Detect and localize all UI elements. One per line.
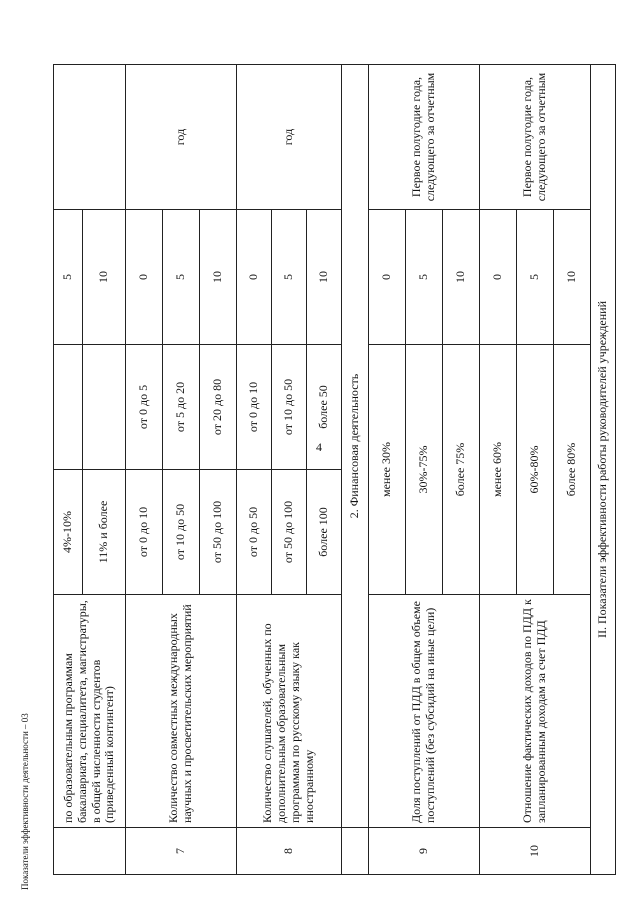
- period-cell: год: [237, 65, 342, 210]
- criterion-cell: от 0 до 50: [237, 470, 272, 595]
- criterion-cell: менее 60%: [480, 345, 517, 595]
- criterion-cell: от 0 до 10: [126, 470, 163, 595]
- criterion-cell: от 5 до 20: [163, 345, 200, 470]
- points-cell: 5: [272, 210, 307, 345]
- points-cell: 0: [237, 210, 272, 345]
- points-cell: 10: [200, 210, 237, 345]
- criterion-cell: более 50: [307, 345, 342, 470]
- criterion-cell: более 100: [307, 470, 342, 595]
- period-cell: [54, 65, 126, 210]
- section-heading: 2. Финансовая деятельность: [342, 65, 369, 828]
- table-row: [54, 65, 83, 875]
- period-cell: Первое полугодие года, следующего за отчетным: [369, 65, 480, 210]
- footer-note: Показатели эффективности деятельности – 03: [20, 713, 30, 890]
- table-row: [591, 65, 616, 875]
- row-number: 9: [369, 828, 480, 875]
- points-cell: 5: [517, 210, 554, 345]
- points-cell: 5: [163, 210, 200, 345]
- table-row: [342, 65, 369, 875]
- criterion-cell: 60%-80%: [517, 345, 554, 595]
- row-number-cell: [342, 828, 369, 875]
- rotated-table-container: [53, 65, 610, 875]
- points-cell: 10: [443, 210, 480, 345]
- table-row: [369, 65, 406, 875]
- criterion-cell: более 80%: [554, 345, 591, 595]
- indicator-text: Отношение фактических доходов по ПДД к запланированным доходам за счет ПДД: [480, 595, 591, 828]
- points-cell: 10: [307, 210, 342, 345]
- row-number: 10: [480, 828, 591, 875]
- criterion-cell: 11% и более: [83, 470, 126, 595]
- points-cell: 10: [554, 210, 591, 345]
- criterion-cell: от 50 до 100: [200, 470, 237, 595]
- criterion-cell: [54, 345, 83, 470]
- table-row: [480, 65, 517, 875]
- criterion-cell: от 0 до 10: [237, 345, 272, 470]
- row-number: 7: [126, 828, 237, 875]
- points-cell: 5: [54, 210, 83, 345]
- criterion-cell: от 50 до 100: [272, 470, 307, 595]
- criterion-cell: от 20 до 80: [200, 345, 237, 470]
- points-cell: 5: [406, 210, 443, 345]
- indicator-text: Количество слушателей, обученных по дополнительным образовательным программам по русскому языку как иностранному: [237, 595, 342, 828]
- indicator-text: Количество совместных международных научных и просветительских мероприятий: [126, 595, 237, 828]
- row-number: 8: [237, 828, 342, 875]
- indicators-table: [53, 64, 616, 875]
- indicator-text: по образовательным программам бакалавриата, специалитета, магистратуры, в общей численности студентов (приведенный контингент): [54, 595, 126, 828]
- criterion-cell: от 10 до 50: [272, 345, 307, 470]
- section-heading: II. Показатели эффективности работы руководителей учреждений: [591, 65, 616, 875]
- row-number-cell: [54, 828, 126, 875]
- period-cell: Первое полугодие года, следующего за отчетным: [480, 65, 591, 210]
- criterion-cell: 4%-10%: [54, 470, 83, 595]
- table-row: [126, 65, 163, 875]
- criterion-cell: [83, 345, 126, 470]
- page-number: 4: [316, 440, 322, 454]
- points-cell: 0: [480, 210, 517, 345]
- indicator-text: Доля поступлений от ПДД в общем объеме поступлений (без субсидий на иные цели): [369, 595, 480, 828]
- points-cell: 10: [83, 210, 126, 345]
- criterion-cell: от 0 до 5: [126, 345, 163, 470]
- criterion-cell: 30%-75%: [406, 345, 443, 595]
- period-cell: год: [126, 65, 237, 210]
- criterion-cell: более 75%: [443, 345, 480, 595]
- points-cell: 0: [369, 210, 406, 345]
- points-cell: 0: [126, 210, 163, 345]
- criterion-cell: от 10 до 50: [163, 470, 200, 595]
- table-row: [237, 65, 272, 875]
- criterion-cell: менее 30%: [369, 345, 406, 595]
